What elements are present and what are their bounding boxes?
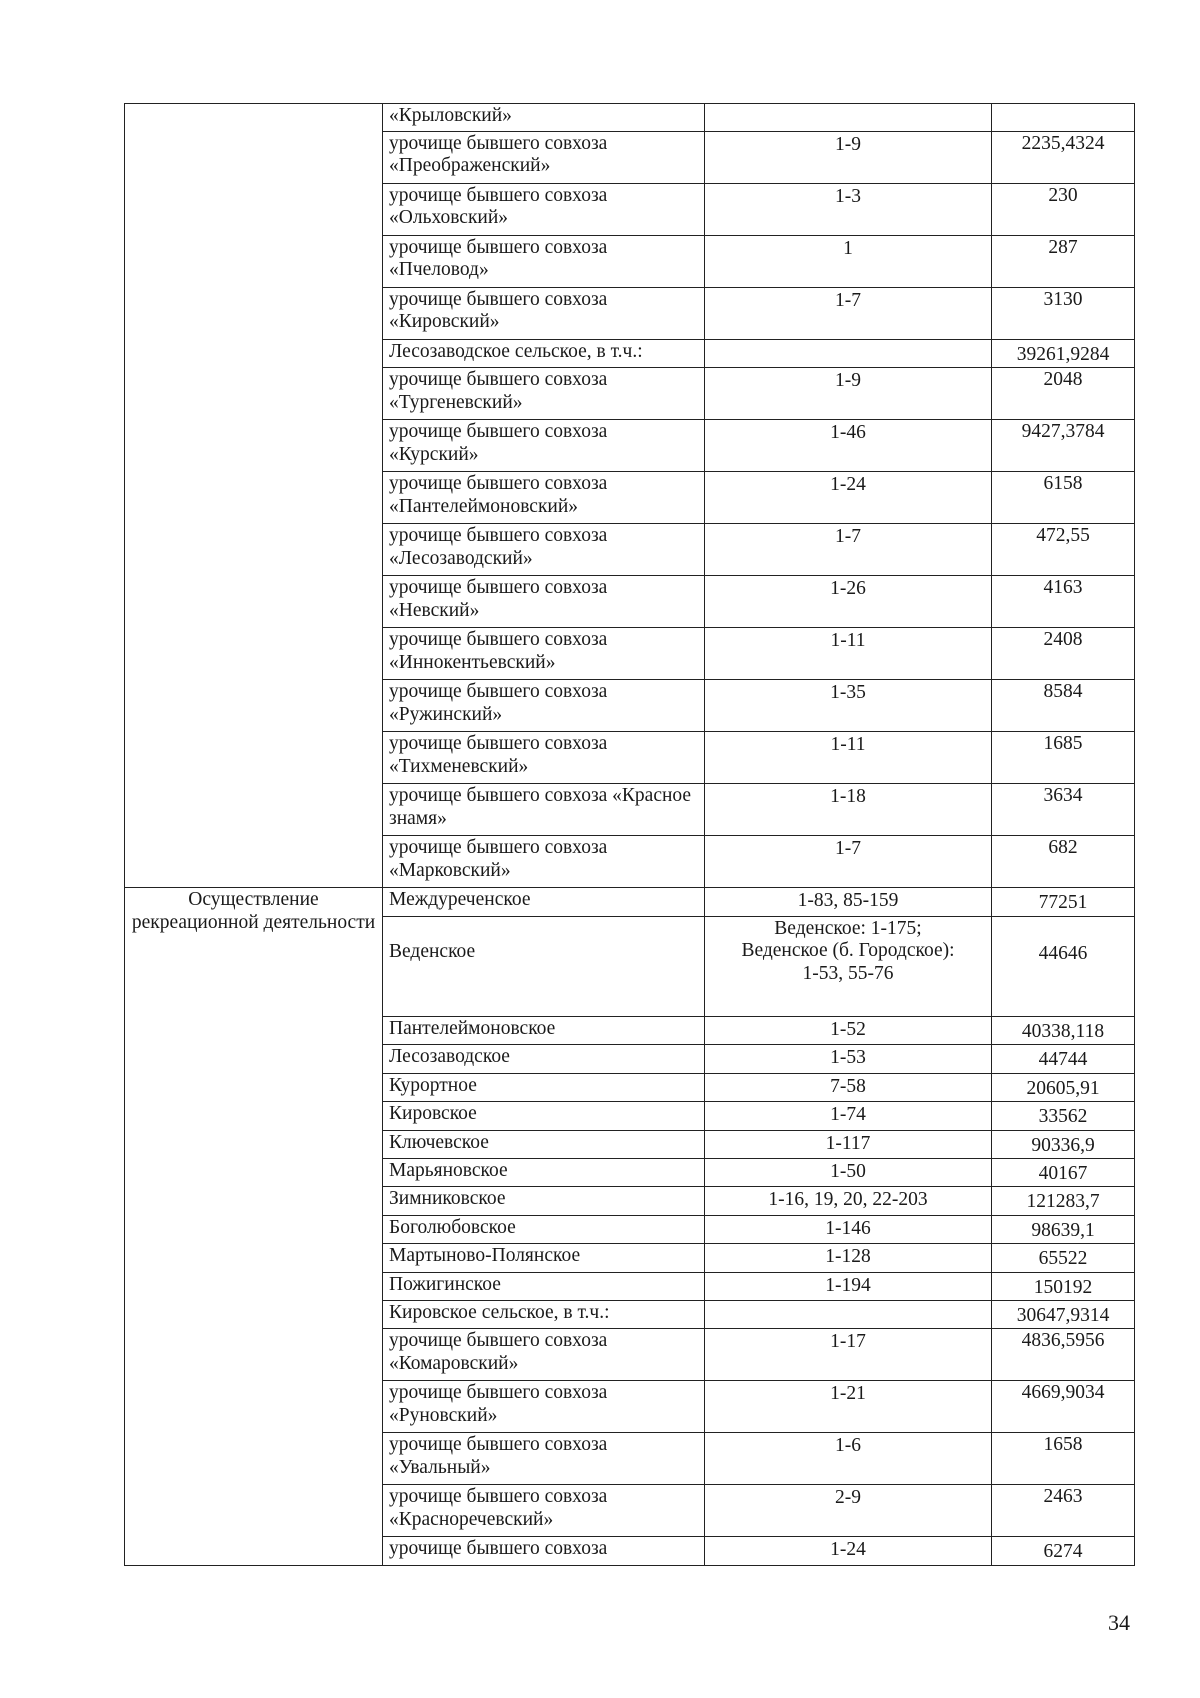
area-value-cell: 287 — [992, 236, 1135, 288]
table-row — [125, 104, 1135, 132]
quarter-numbers-cell: 1-7 — [705, 524, 992, 576]
location-name-cell: урочище бывшего совхоза — [383, 1537, 705, 1565]
quarter-numbers-cell — [705, 1301, 992, 1329]
area-value-cell — [992, 104, 1135, 132]
quarter-numbers-cell: 1-50 — [705, 1158, 992, 1186]
location-name-cell: Пантелеймоновское — [383, 1016, 705, 1044]
location-name-cell: Зимниковское — [383, 1187, 705, 1215]
quarter-numbers-cell: 2-9 — [705, 1485, 992, 1537]
page-number: 34 — [1108, 1610, 1130, 1635]
location-name-cell: Пожигинское — [383, 1272, 705, 1300]
location-name-cell: урочище бывшего совхоза «Преображенский» — [383, 132, 705, 184]
quarter-numbers-cell: 1-46 — [705, 420, 992, 472]
location-name-cell: Веденское — [383, 916, 705, 1016]
quarter-numbers-cell: 1-9 — [705, 132, 992, 184]
quarter-numbers-cell: 1-194 — [705, 1272, 992, 1300]
location-name-cell: урочище бывшего совхоза «Пчеловод» — [383, 236, 705, 288]
quarter-numbers-cell: 1-3 — [705, 184, 992, 236]
quarter-numbers-cell: 1-117 — [705, 1130, 992, 1158]
location-name-cell: урочище бывшего совхоза «Тихменевский» — [383, 732, 705, 784]
location-name-cell: урочище бывшего совхоза «Кировский» — [383, 288, 705, 340]
quarter-numbers-lines — [711, 918, 985, 985]
quarter-numbers-cell: 1-83, 85-159 — [705, 888, 992, 916]
quarter-numbers-cell: 1-17 — [705, 1329, 992, 1381]
location-name-cell: урочище бывшего совхоза «Пантелеймоновский» — [383, 472, 705, 524]
area-value-cell: 65522 — [992, 1244, 1135, 1272]
area-value-cell: 230 — [992, 184, 1135, 236]
location-name-cell: Боголюбовское — [383, 1215, 705, 1243]
area-value-cell: 9427,3784 — [992, 420, 1135, 472]
area-value-cell: 4163 — [992, 576, 1135, 628]
quarter-numbers-cell: 1-146 — [705, 1215, 992, 1243]
area-value-cell: 40167 — [992, 1158, 1135, 1186]
quarter-numbers-line: Веденское (б. Городское): — [741, 940, 955, 962]
location-name-cell: урочище бывшего совхоза «Красное знамя» — [383, 784, 705, 836]
area-value-cell: 6274 — [992, 1537, 1135, 1565]
area-value-cell: 33562 — [992, 1102, 1135, 1130]
quarter-numbers-cell: 1-21 — [705, 1381, 992, 1433]
location-name-cell: урочище бывшего совхоза «Ольховский» — [383, 184, 705, 236]
area-value-cell: 3130 — [992, 288, 1135, 340]
area-value-cell: 3634 — [992, 784, 1135, 836]
location-name-cell: Мартыново-Полянское — [383, 1244, 705, 1272]
quarter-numbers-cell: 1-16, 19, 20, 22-203 — [705, 1187, 992, 1215]
area-value-cell: 44646 — [992, 916, 1135, 1016]
area-value-cell: 30647,9314 — [992, 1301, 1135, 1329]
location-name-cell: Лесозаводское — [383, 1045, 705, 1073]
area-value-cell: 150192 — [992, 1272, 1135, 1300]
quarter-numbers-cell: 1-11 — [705, 628, 992, 680]
area-value-cell: 2235,4324 — [992, 132, 1135, 184]
area-value-cell: 20605,91 — [992, 1073, 1135, 1101]
quarter-numbers-cell: 1-9 — [705, 368, 992, 420]
quarter-numbers-cell: 1-11 — [705, 732, 992, 784]
quarter-numbers-cell — [705, 340, 992, 368]
area-value-cell: 472,55 — [992, 524, 1135, 576]
quarter-numbers-cell: 1-52 — [705, 1016, 992, 1044]
area-value-cell: 1658 — [992, 1433, 1135, 1485]
location-name-cell: урочище бывшего совхоза «Красноречевский» — [383, 1485, 705, 1537]
area-value-cell: 77251 — [992, 888, 1135, 916]
quarter-numbers-cell: 1 — [705, 236, 992, 288]
area-value-cell: 40338,118 — [992, 1016, 1135, 1044]
area-value-cell: 4836,5956 — [992, 1329, 1135, 1381]
activity-cell: Осуществление рекреационной деятельности — [125, 888, 383, 1565]
location-name-cell: урочище бывшего совхоза «Комаровский» — [383, 1329, 705, 1381]
location-name-cell: урочище бывшего совхоза «Ружинский» — [383, 680, 705, 732]
quarter-numbers-cell: 1-74 — [705, 1102, 992, 1130]
area-value-cell: 6158 — [992, 472, 1135, 524]
area-value-cell: 39261,9284 — [992, 340, 1135, 368]
quarter-numbers-cell: 1-24 — [705, 472, 992, 524]
quarter-numbers-line: 1-53, 55-76 — [802, 962, 894, 984]
table-row — [125, 888, 1135, 916]
activity-cell — [125, 104, 383, 888]
area-value-cell: 44744 — [992, 1045, 1135, 1073]
location-name-cell: Лесозаводское сельское, в т.ч.: — [383, 340, 705, 368]
quarter-numbers-cell: 1-7 — [705, 288, 992, 340]
location-name-cell: Марьяновское — [383, 1158, 705, 1186]
quarter-numbers-cell: 1-128 — [705, 1244, 992, 1272]
quarter-numbers-cell: 1-7 — [705, 836, 992, 888]
location-name-cell: Кировское сельское, в т.ч.: — [383, 1301, 705, 1329]
area-value-cell: 121283,7 — [992, 1187, 1135, 1215]
area-value-cell: 2408 — [992, 628, 1135, 680]
area-value-cell: 2463 — [992, 1485, 1135, 1537]
location-name-cell: Ключевское — [383, 1130, 705, 1158]
location-name-cell: урочище бывшего совхоза «Руновский» — [383, 1381, 705, 1433]
table-body — [125, 104, 1135, 1566]
area-value-cell: 8584 — [992, 680, 1135, 732]
area-value-cell: 682 — [992, 836, 1135, 888]
quarter-numbers-cell: 1-24 — [705, 1537, 992, 1565]
quarter-numbers-cell: 1-6 — [705, 1433, 992, 1485]
quarter-numbers-cell: 1-18 — [705, 784, 992, 836]
location-name-cell: Междуреченское — [383, 888, 705, 916]
area-value-cell: 90336,9 — [992, 1130, 1135, 1158]
quarter-numbers-cell — [705, 104, 992, 132]
area-value-cell: 2048 — [992, 368, 1135, 420]
location-name-cell: урочище бывшего совхоза «Курский» — [383, 420, 705, 472]
location-name-cell: Курортное — [383, 1073, 705, 1101]
location-name-cell: урочище бывшего совхоза «Увальный» — [383, 1433, 705, 1485]
quarter-numbers-cell: 7-58 — [705, 1073, 992, 1101]
location-name-cell: «Крыловский» — [383, 104, 705, 132]
location-name-cell: Кировское — [383, 1102, 705, 1130]
area-value-cell: 1685 — [992, 732, 1135, 784]
location-name-cell: урочище бывшего совхоза «Иннокентьевский» — [383, 628, 705, 680]
area-value-cell: 98639,1 — [992, 1215, 1135, 1243]
location-name-cell: урочище бывшего совхоза «Лесозаводский» — [383, 524, 705, 576]
quarter-numbers-cell: 1-35 — [705, 680, 992, 732]
quarter-numbers-cell: 1-26 — [705, 576, 992, 628]
quarter-numbers-line: Веденское: 1-175; — [774, 917, 922, 939]
location-name-cell: урочище бывшего совхоза «Невский» — [383, 576, 705, 628]
land-plots-table — [124, 103, 1135, 1566]
quarter-numbers-cell: 1-53 — [705, 1045, 992, 1073]
location-name-cell: урочище бывшего совхоза «Марковский» — [383, 836, 705, 888]
area-value-cell: 4669,9034 — [992, 1381, 1135, 1433]
quarter-numbers-cell — [705, 916, 992, 1016]
location-name-cell: урочище бывшего совхоза «Тургеневский» — [383, 368, 705, 420]
